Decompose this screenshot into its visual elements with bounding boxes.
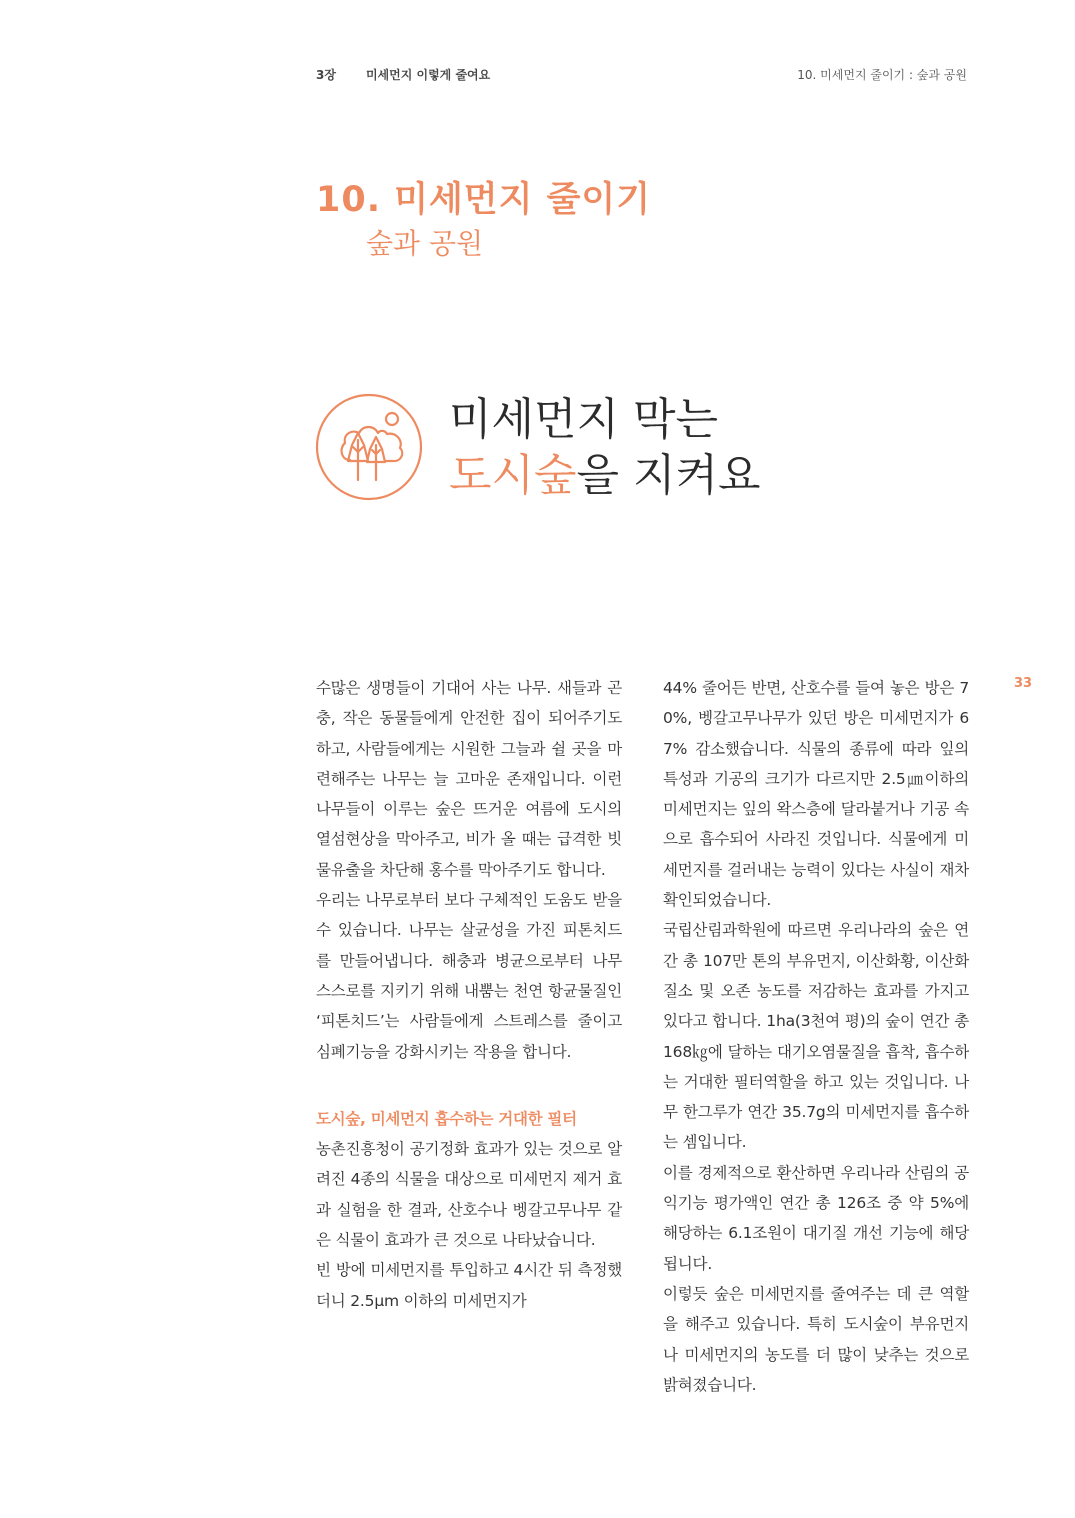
paragraph: 빈 방에 미세먼지를 투입하고 4시간 뒤 측정했더니 2.5µm 이하의 미세먼지가 (316, 1261, 622, 1310)
heading-accent: 도시숲 (449, 450, 577, 501)
paragraph: 44% 줄어든 반면, 산호수를 들여 놓은 방은 70%, 벵갈고무나무가 있던 방은 미세먼지가 67% 감소했습니다. 식물의 종류에 따라 잎의 특성과 기공의 크기가 다르지만 2.5㎛이하의 미세먼지는 잎의 왁스층에 달라붙거나 기공 속으로 흡수되어 사라진 것입니다. 식물에게 미세먼지를 걸러내는 능력이 있다는 사실이 재차 확인되었습니다. (663, 679, 969, 910)
paragraph: 우리는 나무로부터 보다 구체적인 도움도 받을 수 있습니다. 나무는 살균성을 가진 피톤치드를 만들어냅니다. 해충과 병균으로부터 나무 스스로를 지키기 위해 내뿜는 천연 항균물질인 ‘피톤치드’는 사람들에게 스트레스를 줄이고 심폐기능을 강화시키는 작용을 합니다. (316, 891, 622, 1061)
tree-cloud-icon (314, 392, 424, 502)
chapter-title: 미세먼지 이렇게 줄여요 (365, 68, 491, 82)
chapter-number: 3장 (316, 68, 336, 82)
right-column (663, 673, 969, 1400)
paragraph: 이를 경제적으로 환산하면 우리나라 산림의 공익기능 평가액인 연간 총 126조 중 약 5%에 해당하는 6.1조원이 대기질 개선 기능에 해당됩니다. (663, 1163, 969, 1273)
left-column (316, 673, 622, 1316)
heading-line-2 (449, 448, 761, 504)
heading-rest: 을 지켜요 (576, 450, 761, 501)
running-header-left (316, 66, 490, 83)
subheading: 도시숲, 미세먼지 흡수하는 거대한 필터 (316, 1109, 577, 1128)
page-number: 33 (1014, 676, 1033, 691)
running-header-right: 10. 미세먼지 줄이기 : 숲과 공원 (797, 68, 967, 82)
paragraph: 국립산림과학원에 따르면 우리나라의 숲은 연간 총 107만 톤의 부유먼지, 이산화황, 이산화질소 및 오존 농도를 저감하는 효과를 가지고 있다고 합니다. 1ha(3천여 평)의 숲이 연간 총 168㎏에 달하는 대기오염물질을 흡착, 흡수하는 거대한 필터역할을 하고 있는 것입니다. 나무 한그루가 연간 35.7g의 미세먼지를 흡수하는 셈입니다. (663, 921, 969, 1152)
heading-line-1: 미세먼지 막는 (449, 394, 719, 445)
paragraph: 농촌진흥청이 공기정화 효과가 있는 것으로 알려진 4종의 식물을 대상으로 미세먼지 제거 효과 실험을 한 결과, 산호수나 벵갈고무나무 같은 식물이 효과가 큰 것으로 나타났습니다. (316, 1140, 622, 1250)
section-title: 10. 미세먼지 줄이기 (316, 180, 652, 220)
paragraph: 수많은 생명들이 기대어 사는 나무. 새들과 곤충, 작은 동물들에게 안전한 집이 되어주기도 하고, 사람들에게는 시원한 그늘과 쉴 곳을 마련해주는 나무는 늘 고마운 존재입니다. 이런 나무들이 이루는 숲은 뜨거운 여름에 도시의 열섬현상을 막아주고, 비가 올 때는 급격한 빗물유출을 차단해 홍수를 막아주기도 합니다. (316, 679, 622, 879)
paragraph: 이렇듯 숲은 미세먼지를 줄여주는 데 큰 역할을 해주고 있습니다. 특히 도시숲이 부유먼지나 미세먼지의 농도를 더 많이 낮추는 것으로 밝혀졌습니다. (663, 1284, 969, 1394)
section-subtitle: 숲과 공원 (366, 227, 484, 260)
